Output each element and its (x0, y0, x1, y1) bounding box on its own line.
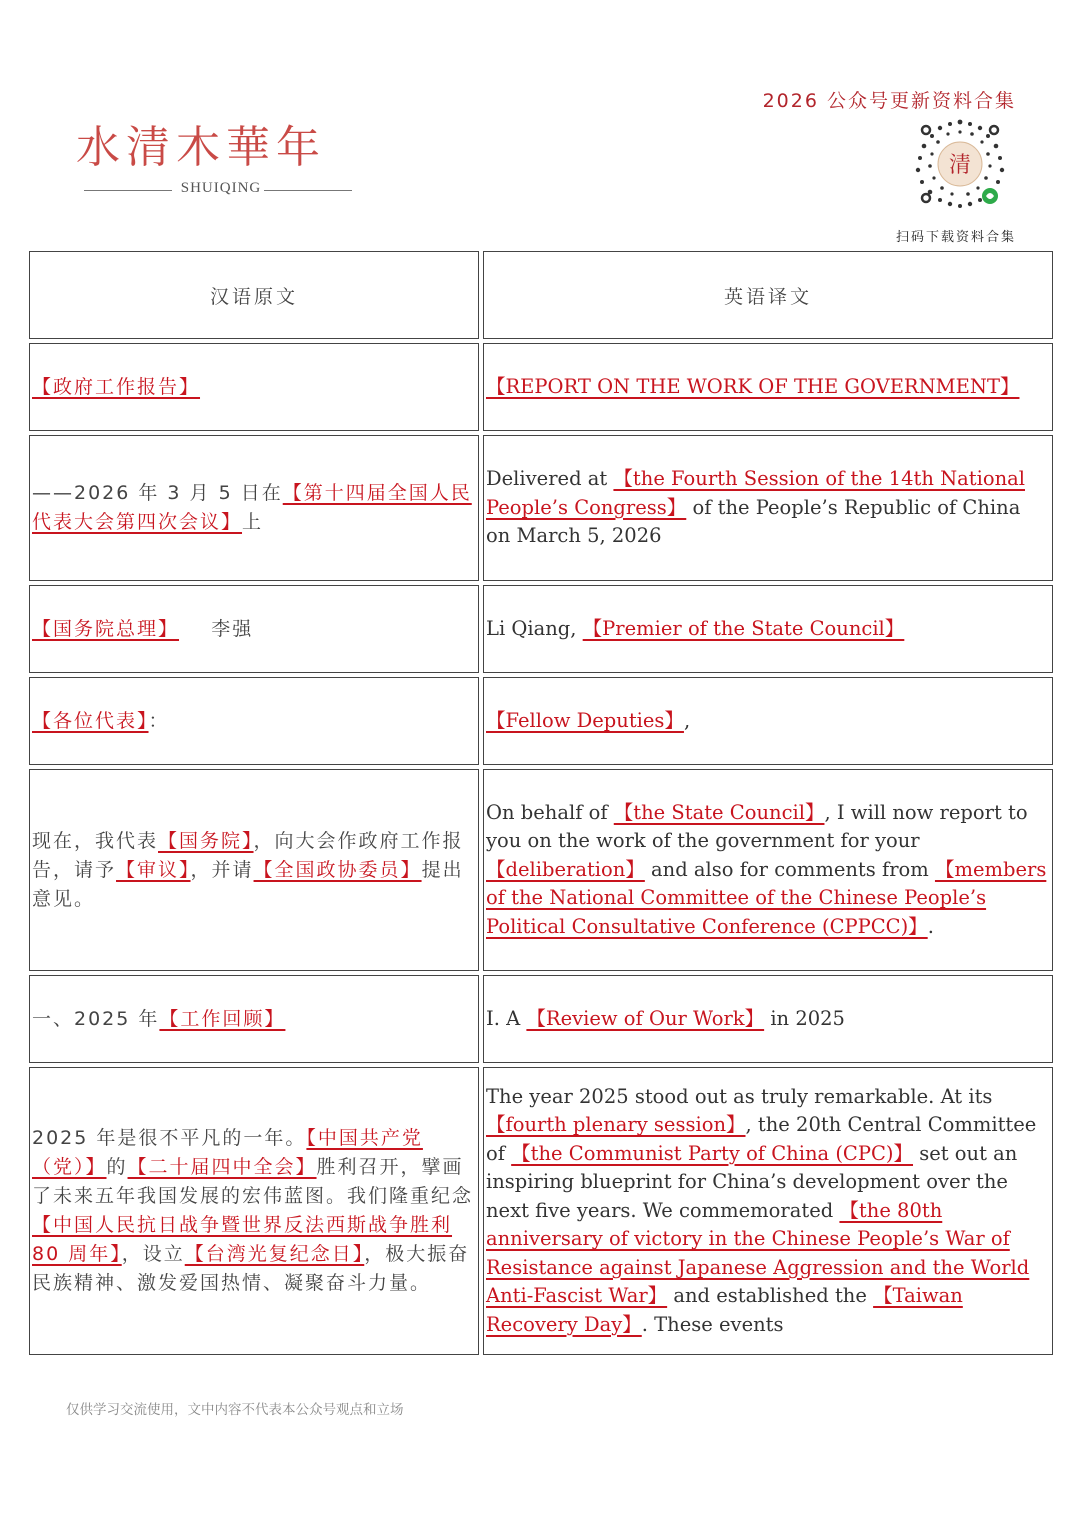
plain-text: ，极大振奋民族精神、激发爱国热情、凝聚奋斗力量。 (32, 1243, 470, 1294)
header-cn: 汉语原文 (209, 285, 298, 308)
term-highlight: 【中国共产党（党）】 (32, 1127, 423, 1178)
en-text (486, 465, 1050, 551)
cn-cell (29, 1067, 479, 1355)
en-cell (483, 585, 1053, 673)
table-row (29, 677, 1053, 765)
cn-text (32, 1124, 476, 1298)
logo-subtitle: SHUIQING (177, 180, 266, 196)
en-text (486, 1005, 845, 1034)
cn-cell (29, 677, 479, 765)
term-highlight: 【the 80th anniversary of victory in the Chinese People’s War of Resistance against Japanese Aggression and the World Anti-Fascist War】 (486, 1198, 1030, 1308)
cn-cell (29, 769, 479, 971)
plain-text: set out an inspiring blueprint for China’s development over the next five years. We commemorated (486, 1141, 1018, 1222)
en-cell (483, 343, 1053, 431)
table-row (29, 585, 1053, 673)
plain-text: Delivered at (486, 467, 614, 491)
en-text (486, 373, 1019, 402)
plain-text: , (683, 708, 691, 732)
term-highlight: 【台湾光复纪念日】 (184, 1243, 365, 1265)
plain-text: 提出意见。 (32, 858, 464, 910)
en-text (486, 707, 690, 736)
plain-text: and also for comments from (644, 857, 935, 881)
term-highlight: 【国务院】 (158, 829, 254, 852)
header-cn-cell (29, 251, 479, 339)
cn-cell (29, 435, 479, 581)
table-row (29, 769, 1053, 971)
plain-text: . These events (641, 1312, 784, 1336)
term-highlight: 【Taiwan Recovery Day】 (486, 1284, 963, 1336)
cn-text (32, 615, 253, 644)
cn-text (32, 707, 170, 736)
header-en-cell (483, 251, 1053, 339)
plain-text: 现在，我代表 (32, 829, 159, 852)
plain-text: 上 (242, 511, 264, 533)
cn-text (32, 1005, 285, 1034)
cn-text (32, 479, 476, 537)
term-highlight: 【the State Council】 (613, 800, 825, 824)
plain-text: ： (148, 709, 170, 732)
plain-text: ，设立 (121, 1243, 185, 1265)
header-en: 英语译文 (723, 285, 812, 308)
term-highlight: 【fourth plenary session】 (486, 1113, 746, 1137)
promo-caption: 扫码下载资料合集 (895, 230, 1016, 245)
en-cell (483, 677, 1053, 765)
term-highlight: 【全国政协委员】 (253, 858, 422, 881)
term-highlight: 【deliberation】 (486, 857, 645, 881)
promo-title: 2026 公众号更新资料合集 (762, 90, 1016, 112)
logo-rule-right (264, 190, 352, 191)
footer-disclaimer: 仅供学习交流使用，文中内容不代表本公众号观点和立场 (66, 1402, 404, 1418)
term-highlight: 【第十四届全国人民代表大会第四次会议】 (32, 482, 472, 533)
en-cell (483, 1067, 1053, 1355)
logo (76, 120, 366, 200)
term-highlight: 【审议】 (116, 858, 191, 881)
plain-text: 胜利召开，擘画了未来五年我国发展的宏伟蓝图。我们隆重纪念 (32, 1156, 474, 1207)
plain-text: 2025 年是很不平凡的一年。 (32, 1127, 307, 1149)
qr-code-icon[interactable] (912, 116, 1008, 212)
plain-text: ——2026 年 3 月 5 日在 (32, 482, 283, 504)
cn-cell (29, 975, 479, 1063)
plain-text: Li Qiang, (486, 616, 583, 640)
plain-text: and established the (667, 1284, 874, 1308)
term-highlight: 【国务院总理】 (32, 617, 180, 640)
logo-rule-left (84, 190, 172, 191)
en-text (486, 799, 1050, 942)
plain-text: in 2025 (764, 1006, 845, 1030)
term-highlight: 【members of the National Committee of the Chinese People’s Political Consultative Conference (CPPCC)】 (486, 857, 1047, 938)
bilingual-table (29, 251, 1053, 1359)
plain-text: ，向大会作政府工作报告，请予 (32, 829, 464, 881)
plain-text: , I will now report to you on the work of the government for your (486, 800, 1028, 853)
term-highlight: 【中国人民抗日战争暨世界反法西斯战争胜利 80 周年】 (32, 1214, 453, 1265)
term-highlight: 【政府工作报告】 (32, 375, 201, 398)
table-row (29, 343, 1053, 431)
term-highlight: 【工作回顾】 (159, 1007, 286, 1030)
cn-cell (29, 343, 479, 431)
en-text (486, 615, 904, 644)
table-row (29, 975, 1053, 1063)
cn-cell (29, 585, 479, 673)
plain-text: 的 (106, 1156, 128, 1178)
term-highlight: 【各位代表】 (32, 709, 149, 732)
term-highlight: 【Review of Our Work】 (526, 1006, 765, 1030)
plain-text: I. A (486, 1006, 527, 1030)
plain-text: . (927, 914, 934, 938)
en-cell (483, 975, 1053, 1063)
logo-subtitle-block (76, 180, 366, 200)
cn-text (32, 827, 476, 914)
logo-title: 水清木華年 (76, 122, 326, 173)
plain-text: On behalf of (486, 800, 614, 824)
term-highlight: 【二十届四中全会】 (127, 1156, 317, 1178)
promo (763, 86, 1016, 113)
en-cell (483, 435, 1053, 581)
en-cell (483, 769, 1053, 971)
term-highlight: 【REPORT ON THE WORK OF THE GOVERNMENT】 (486, 374, 1020, 398)
term-highlight: 【Fellow Deputies】 (486, 708, 684, 732)
plain-text: The year 2025 stood out as truly remarkable. At its (486, 1084, 993, 1108)
term-highlight: 【the Fourth Session of the 14th National People’s Congress】 (486, 467, 1025, 519)
term-highlight: 【the Communist Party of China (CPC)】 (511, 1141, 914, 1165)
table-row (29, 435, 1053, 581)
table-header-row (29, 251, 1053, 339)
en-text (486, 1083, 1050, 1340)
table-row (29, 1067, 1053, 1355)
term-highlight: 【Premier of the State Council】 (582, 616, 905, 640)
plain-text: 李强 (211, 617, 254, 640)
plain-text: ，并请 (190, 858, 254, 881)
qr-center-glyph: 清 (948, 153, 972, 178)
plain-text: , the 20th Central Committee of (486, 1113, 1037, 1165)
cn-text (32, 373, 200, 402)
plain-text: 一、2025 年 (32, 1007, 160, 1030)
plain-text: of the People’s Republic of China on March 5, 2026 (486, 495, 1021, 548)
